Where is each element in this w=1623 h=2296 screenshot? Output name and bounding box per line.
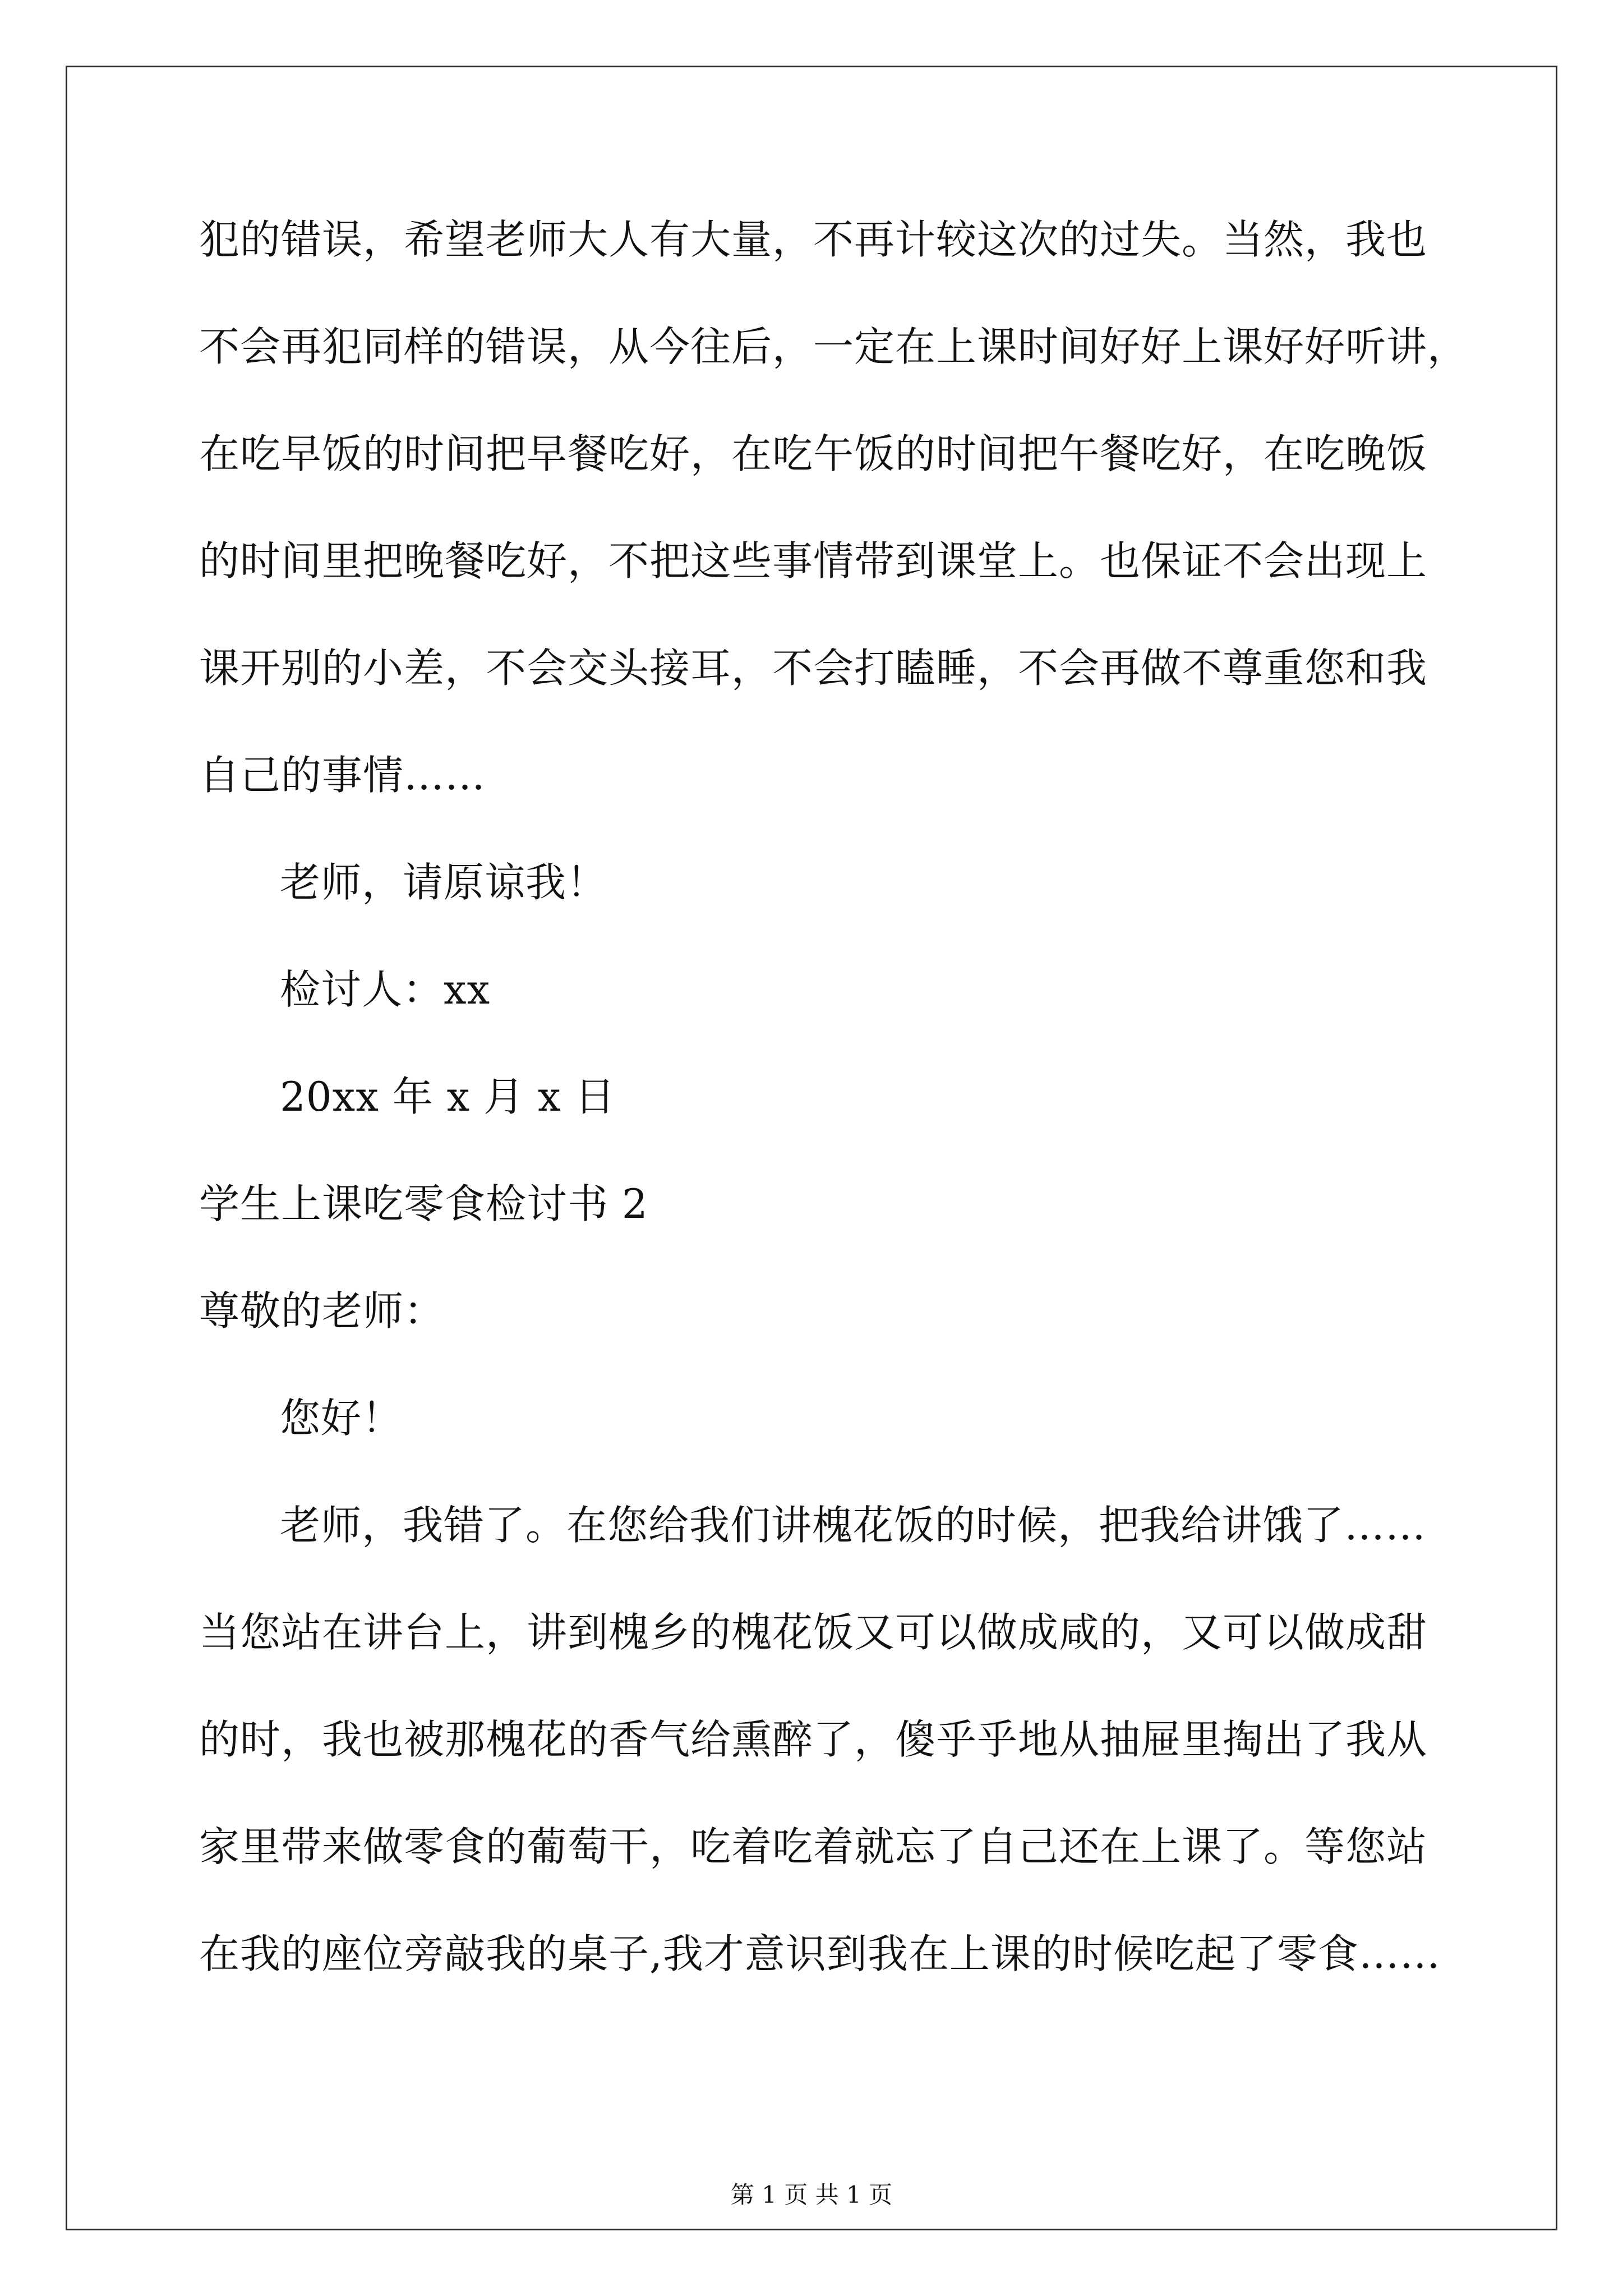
page-footer: 第 1 页 共 1 页 — [730, 2181, 893, 2208]
paragraph-line: 在吃早饭的时间把早餐吃好，在吃午饭的时间把午餐吃好，在吃晚饭 — [199, 430, 1428, 477]
salutation: 尊敬的老师： — [199, 1287, 445, 1335]
body-line: 老师，我错了。在您给我们讲槐花饭的时候，把我给讲饿了…… — [280, 1502, 1427, 1549]
body-line: 家里带来做零食的葡萄干，吃着吃着就忘了自己还在上课了。等您站 — [199, 1823, 1428, 1870]
section-title: 学生上课吃零食检讨书 2 — [199, 1180, 648, 1227]
paragraph-line: 自己的事情…… — [199, 752, 486, 799]
apology-line: 老师，请原谅我！ — [280, 859, 608, 906]
paragraph-line: 不会再犯同样的错误，从今往后，一定在上课时间好好上课好好听讲， — [199, 323, 1469, 370]
body-line: 当您站在讲台上，讲到槐乡的槐花饭又可以做成咸的，又可以做成甜 — [199, 1609, 1428, 1656]
document-body — [199, 211, 1469, 2033]
paragraph-line: 犯的错误，希望老师大人有大量，不再计较这次的过失。当然，我也 — [199, 216, 1428, 263]
greeting: 您好！ — [280, 1395, 403, 1442]
paragraph-line: 的时间里把晚餐吃好，不把这些事情带到课堂上。也保证不会出现上 — [199, 537, 1428, 585]
body-line: 在我的座位旁敲我的桌子,我才意识到我在上课的时候吃起了零食…… — [199, 1930, 1441, 1977]
body-line: 的时，我也被那槐花的香气给熏醉了，傻乎乎地从抽屉里掏出了我从 — [199, 1716, 1428, 1763]
signature-line: 检讨人：xx — [280, 966, 491, 1013]
date-line: 20xx 年 x 月 x 日 — [280, 1073, 616, 1120]
paragraph-line: 课开别的小差，不会交头接耳，不会打瞌睡，不会再做不尊重您和我 — [199, 645, 1428, 692]
